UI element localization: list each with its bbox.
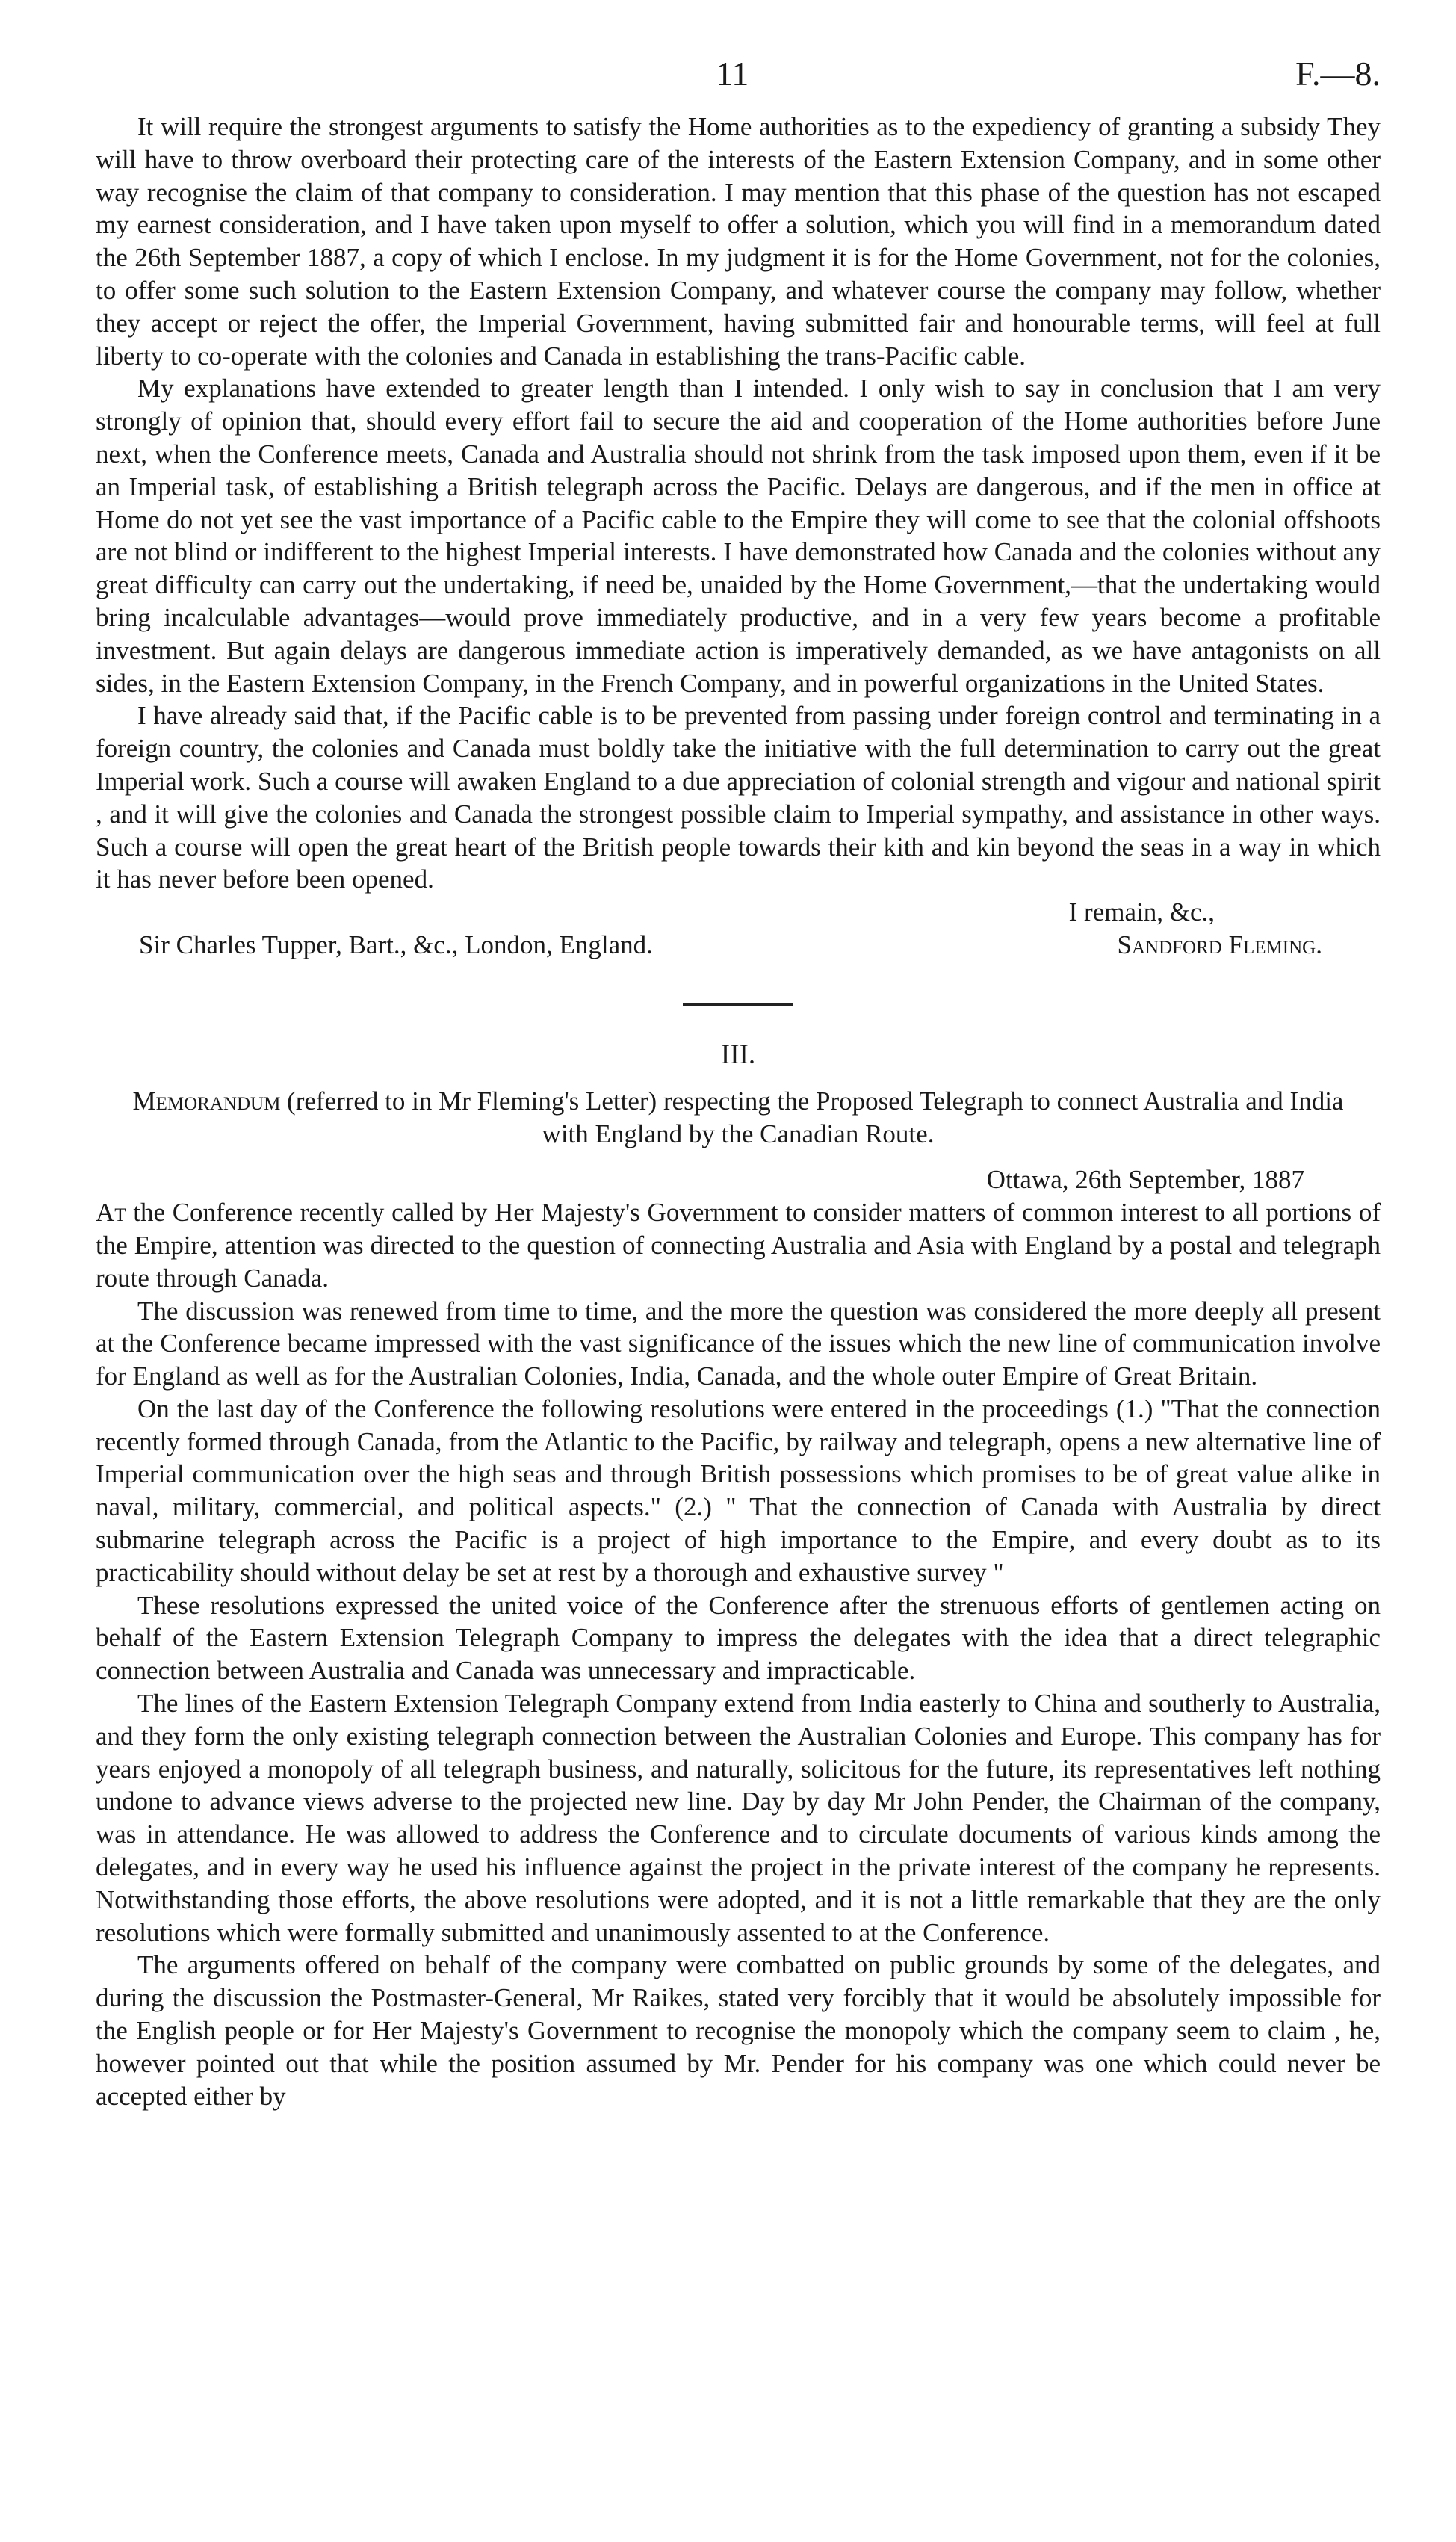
memorandum-paragraph-3: On the last day of the Conference the following resolutions were entered in the proceedings (1.) "That the connection recently formed through Canada, from the Atlantic to the Pacific, by railway and telegraph, opens a new alternative line of Imperial communication over the high seas and through British possessions which promises to be of great value alike in naval, military, commercial, and political aspects." (2.) " That the connection of Canada with Australia by direct submarine telegraph across the Pacific is a project of high importance to the Empire, and every doubt as to its practicability should without delay be set at rest by a thorough and exhaustive survey " xyxy=(96,1394,1381,1587)
document-page xyxy=(96,54,1381,2112)
letter-paragraph-3: I have already said that, if the Pacific cable is to be prevented from passing under foreign control and terminating in a foreign country, the colonies and Canada must boldly take the initiative with the full determination to carry out the great Imperial work. Such a course will awaken England to a due appreciation of colonial strength and vigour and national spirit , and it will give the colonies and Canada the strongest possible claim to Imperial sympathy, and assistance in other ways. Such a course will open the great heart of the British people towards their kith and kin beyond the seas in a way in which it has never before been opened. xyxy=(96,701,1381,894)
letter-addressee: Sir Charles Tupper, Bart., &c., London, England. xyxy=(139,930,653,959)
letter-paragraph-1: It will require the strongest arguments to satisfy the Home authorities as to the expediency of granting a subsidy They will have to throw overboard their protecting care of the interests of the Eastern Extension Company, and in some other way recognise the claim of that company to consideration. I may mention that this phase of the question has not escaped my earnest consideration, and I have taken upon myself to offer a solution, which you will find in a memorandum dated the 26th September 1887, a copy of which I enclose. In my judgment it is for the Home Government, not for the colonies, to offer some such solution to the Eastern Extension Company, and whatever course the company may follow, whether they accept or reject the offer, the Imperial Government, having submitted fair and honourable terms, will feel at full liberty to co-operate with the colonies and Canada in establishing the trans-Pacific cable. xyxy=(96,112,1381,371)
section-divider xyxy=(683,1003,793,1006)
memorandum-paragraph-2: The discussion was renewed from time to time, and the more the question was considered the more deeply all present at the Conference became impressed with the vast significance of the issues which the new line of communication involve for England as well as for the Australian Colonies, India, Canada, and the whole outer Empire of Great Britain. xyxy=(96,1296,1381,1391)
document-reference: F.—8. xyxy=(1295,55,1381,93)
section-number: III. xyxy=(720,1039,756,1070)
letter-signature: Sandford Fleming. xyxy=(1117,930,1322,959)
page-number: 11 xyxy=(716,55,749,93)
memorandum-paragraph-5: The lines of the Eastern Extension Telegraph Company extend from India easterly to China and southerly to Australia, and they form the only existing telegraph connection between the Australian Colonies and Europe. This company has for years enjoyed a monopoly of all telegraph business, and naturally, solicitous for the future, its representatives left nothing undone to advance views adverse to the projected new line. Day by day Mr John Pender, the Chairman of the company, was in attendance. He was allowed to address the Conference and to circulate documents of various kinds among the delegates, and in every way he used his influence against the project in the private interest of the company he represents. Notwithstanding those efforts, the above resolutions were adopted, and it is not a little remarkable that they are the only resolutions which were formally submitted and unanimously assented to at the Conference. xyxy=(96,1689,1381,1947)
page-header xyxy=(96,54,1381,111)
letter-closing: I remain, &c., xyxy=(1068,897,1215,927)
drop-letters: At xyxy=(96,1198,126,1228)
memorandum-paragraph-6: The arguments offered on behalf of the company were combatted on public grounds by some of the delegates, and during the discussion the Postmaster-General, Mr Raikes, stated very forcibly that it would be absolutely impossible for the English people or for Her Majesty's Government to recognise the monopoly which the company seem to claim , he, however pointed out that while the position assumed by Mr. Pender for his company was one which could never be accepted either by xyxy=(96,1950,1381,2111)
memorandum-paragraph-1 xyxy=(96,1196,1381,1294)
letter-body xyxy=(96,111,1381,962)
memorandum-title xyxy=(96,1085,1381,1151)
memorandum-paragraph-1-text: the Conference recently called by Her Majesty's Government to consider matters of common interest to all portions of the Empire, attention was directed to the question of connecting Australia and Asia with England by a postal and telegraph route through Canada. xyxy=(96,1198,1381,1293)
memorandum-title-rest: (referred to in Mr Fleming's Letter) respecting the Proposed Telegraph to connect Australia and India with England by the Canadian Route. xyxy=(280,1086,1344,1148)
signature-row xyxy=(96,929,1381,962)
letter-paragraph-2: My explanations have extended to greater length than I intended. I only wish to say in conclusion that I am very strongly of opinion that, should every effort fail to secure the aid and cooperation of the Home authorities before June next, when the Conference meets, Canada and Australia should not shrink from the task imposed upon them, even if it be an Imperial task, of establishing a British telegraph across the Pacific. Delays are dangerous, and if the men in office at Home do not yet see the vast importance of a Pacific cable to the Empire they will come to see that the colonial offshoots are not blind or indifferent to the highest Imperial interests. I have demonstrated how Canada and the colonies without any great difficulty can carry out the undertaking, if need be, unaided by the Home Government,—that the undertaking would bring incalculable advantages—would prove immediately productive, and in a very few years become a profitable investment. But again delays are dangerous immediate action is imperatively demanded, as we have antagonists on all sides, in the Eastern Extension Company, in the French Company, and in powerful organizations in the United States. xyxy=(96,374,1381,698)
memorandum-section xyxy=(96,1039,1381,2113)
memorandum-date: Ottawa, 26th September, 1887 xyxy=(986,1165,1304,1195)
memorandum-title-label: Memorandum xyxy=(132,1086,281,1116)
memorandum-paragraph-4: These resolutions expressed the united voice of the Conference after the strenuous efforts of gentlemen acting on behalf of the Eastern Extension Telegraph Company to impress the delegates with the idea that a direct telegraphic connection between Australia and Canada was unnecessary and impracticable. xyxy=(96,1590,1381,1686)
